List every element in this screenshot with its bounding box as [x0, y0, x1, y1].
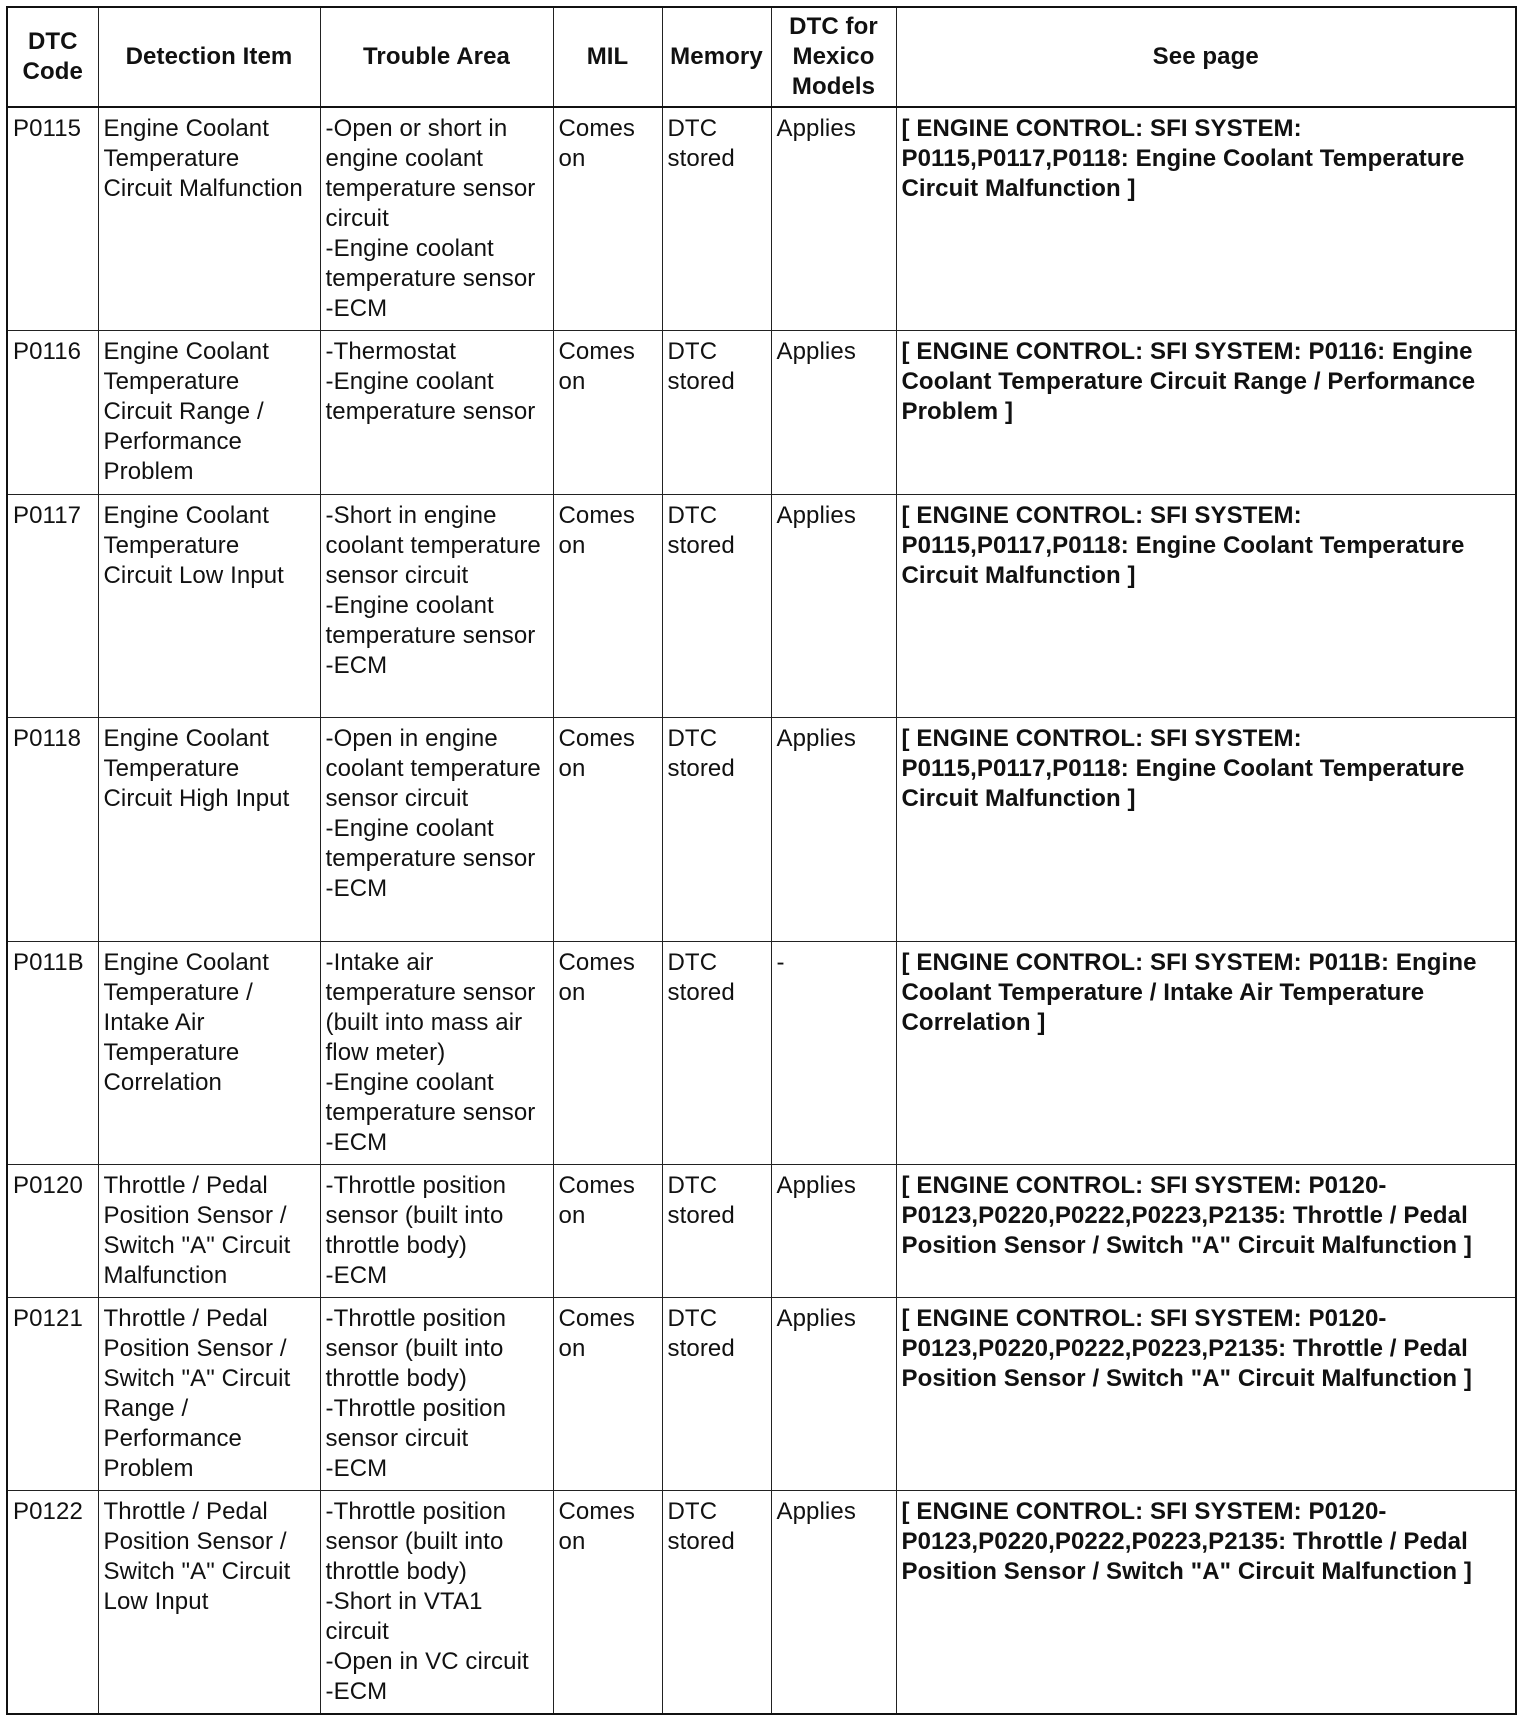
dtc-code-cell: P0115: [7, 107, 98, 331]
trouble-area-cell: -Open in engine coolant temperature sensor circuit -Engine coolant temperature sensor -ECM: [320, 718, 553, 942]
mil-cell: Comes on: [553, 942, 662, 1165]
header-mil: MIL: [553, 7, 662, 107]
dtc-table: [6, 6, 1517, 1715]
mil-cell: Comes on: [553, 331, 662, 495]
memory-cell: DTC stored: [662, 495, 771, 718]
memory-cell: DTC stored: [662, 1165, 771, 1298]
mil-cell: Comes on: [553, 107, 662, 331]
trouble-area-cell: -Intake air temperature sensor (built into mass air flow meter) -Engine coolant temperature sensor -ECM: [320, 942, 553, 1165]
trouble-area-cell: -Thermostat -Engine coolant temperature sensor: [320, 331, 553, 495]
trouble-area-cell: -Throttle position sensor (built into throttle body) -Throttle position sensor circuit -ECM: [320, 1298, 553, 1491]
table-row: [7, 107, 1516, 331]
see-page-link[interactable]: [ ENGINE CONTROL: SFI SYSTEM: P0120-P0123,P0220,P0222,P0223,P2135: Throttle / Pedal Position Sensor / Switch "A" Circuit Malfunction ]: [896, 1298, 1516, 1491]
mexico-cell: Applies: [771, 1491, 896, 1715]
mil-cell: Comes on: [553, 1165, 662, 1298]
table-row: [7, 1298, 1516, 1491]
memory-cell: DTC stored: [662, 1298, 771, 1491]
dtc-code-cell: P0122: [7, 1491, 98, 1715]
detection-item-cell: Throttle / Pedal Position Sensor / Switch "A" Circuit Range / Performance Problem: [98, 1298, 320, 1491]
dtc-code-cell: P0118: [7, 718, 98, 942]
memory-cell: DTC stored: [662, 107, 771, 331]
detection-item-cell: Throttle / Pedal Position Sensor / Switch "A" Circuit Malfunction: [98, 1165, 320, 1298]
trouble-area-cell: -Throttle position sensor (built into throttle body) -ECM: [320, 1165, 553, 1298]
table-row: [7, 1491, 1516, 1715]
header-row: [7, 7, 1516, 107]
see-page-link[interactable]: [ ENGINE CONTROL: SFI SYSTEM: P0116: Engine Coolant Temperature Circuit Range / Performance Problem ]: [896, 331, 1516, 495]
memory-cell: DTC stored: [662, 942, 771, 1165]
header-dtc-code: DTC Code: [7, 7, 98, 107]
detection-item-cell: Engine Coolant Temperature Circuit Range / Performance Problem: [98, 331, 320, 495]
table-row: [7, 331, 1516, 495]
mexico-cell: Applies: [771, 1165, 896, 1298]
dtc-code-cell: P0121: [7, 1298, 98, 1491]
detection-item-cell: Engine Coolant Temperature Circuit Malfunction: [98, 107, 320, 331]
mexico-cell: Applies: [771, 718, 896, 942]
dtc-code-cell: P0120: [7, 1165, 98, 1298]
see-page-link[interactable]: [ ENGINE CONTROL: SFI SYSTEM: P0120-P0123,P0220,P0222,P0223,P2135: Throttle / Pedal Position Sensor / Switch "A" Circuit Malfunction ]: [896, 1165, 1516, 1298]
header-trouble-area: Trouble Area: [320, 7, 553, 107]
header-see-page: See page: [896, 7, 1516, 107]
see-page-link[interactable]: [ ENGINE CONTROL: SFI SYSTEM: P0120-P0123,P0220,P0222,P0223,P2135: Throttle / Pedal Position Sensor / Switch "A" Circuit Malfunction ]: [896, 1491, 1516, 1715]
mil-cell: Comes on: [553, 1491, 662, 1715]
dtc-code-cell: P0116: [7, 331, 98, 495]
document-page: [6, 6, 1517, 1715]
memory-cell: DTC stored: [662, 331, 771, 495]
mexico-cell: Applies: [771, 495, 896, 718]
mil-cell: Comes on: [553, 1298, 662, 1491]
detection-item-cell: Throttle / Pedal Position Sensor / Switch "A" Circuit Low Input: [98, 1491, 320, 1715]
see-page-link[interactable]: [ ENGINE CONTROL: SFI SYSTEM: P0115,P0117,P0118: Engine Coolant Temperature Circuit Malfunction ]: [896, 718, 1516, 942]
detection-item-cell: Engine Coolant Temperature Circuit Low Input: [98, 495, 320, 718]
mexico-cell: -: [771, 942, 896, 1165]
detection-item-cell: Engine Coolant Temperature Circuit High Input: [98, 718, 320, 942]
mexico-cell: Applies: [771, 331, 896, 495]
header-memory: Memory: [662, 7, 771, 107]
header-dtc-mexico: DTC for Mexico Models: [771, 7, 896, 107]
mexico-cell: Applies: [771, 107, 896, 331]
trouble-area-cell: -Throttle position sensor (built into throttle body) -Short in VTA1 circuit -Open in VC circuit -ECM: [320, 1491, 553, 1715]
detection-item-cell: Engine Coolant Temperature / Intake Air Temperature Correlation: [98, 942, 320, 1165]
dtc-code-cell: P0117: [7, 495, 98, 718]
trouble-area-cell: -Open or short in engine coolant temperature sensor circuit -Engine coolant temperature sensor -ECM: [320, 107, 553, 331]
mil-cell: Comes on: [553, 718, 662, 942]
header-detection-item: Detection Item: [98, 7, 320, 107]
dtc-code-cell: P011B: [7, 942, 98, 1165]
trouble-area-cell: -Short in engine coolant temperature sensor circuit -Engine coolant temperature sensor -ECM: [320, 495, 553, 718]
see-page-link[interactable]: [ ENGINE CONTROL: SFI SYSTEM: P0115,P0117,P0118: Engine Coolant Temperature Circuit Malfunction ]: [896, 495, 1516, 718]
table-row: [7, 1165, 1516, 1298]
memory-cell: DTC stored: [662, 718, 771, 942]
mil-cell: Comes on: [553, 495, 662, 718]
memory-cell: DTC stored: [662, 1491, 771, 1715]
table-row: [7, 942, 1516, 1165]
see-page-link[interactable]: [ ENGINE CONTROL: SFI SYSTEM: P011B: Engine Coolant Temperature / Intake Air Temperature Correlation ]: [896, 942, 1516, 1165]
mexico-cell: Applies: [771, 1298, 896, 1491]
table-row: [7, 718, 1516, 942]
see-page-link[interactable]: [ ENGINE CONTROL: SFI SYSTEM: P0115,P0117,P0118: Engine Coolant Temperature Circuit Malfunction ]: [896, 107, 1516, 331]
table-row: [7, 495, 1516, 718]
